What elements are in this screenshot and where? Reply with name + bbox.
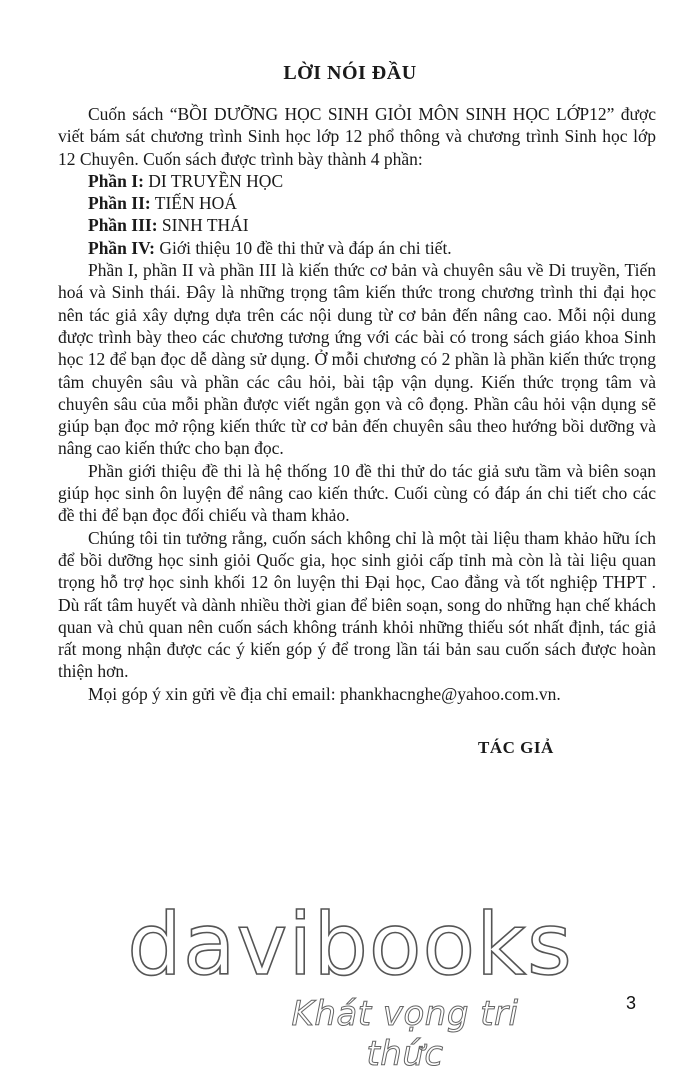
part-item (88, 237, 656, 259)
part-label: Phần IV: (88, 237, 155, 258)
part-text: DI TRUYỀN HỌC (143, 170, 284, 191)
author-signature: TÁC GIẢ (478, 738, 554, 757)
paragraph: Phần I, phần II và phần III là kiến thức cơ bản và chuyên sâu về Di truyền, Tiến hoá và Sinh thái. Đây là những trọng tâm kiến thức trong chương trình thi đại học nên tác giả xây dựng dựa trên các nội dung từ cơ bản đến nâng cao. Mỗi nội dung được trình bày theo các chương tương ứng với các bài có trong sách giáo khoa Sinh học 12 để bạn đọc dễ dàng sử dụng. Ở mỗi chương có 2 phần là phần kiến thức trọng tâm chuyên sâu và phần các câu hỏi, bài tập vận dụng. Kiến thức trọng tâm và chuyên sâu của mỗi phần được viết ngắn gọn và cô đọng. Phần câu hỏi vận dụng sẽ giúp bạn đọc mở rộng kiến thức từ cơ bản đến chuyên sâu theo hướng bồi dưỡng và nâng cao kiến thức cho bạn đọc. (58, 260, 656, 459)
part-text: TIẾN HOÁ (150, 193, 237, 214)
paragraph: Chúng tôi tin tưởng rằng, cuốn sách không chỉ là một tài liệu tham khảo hữu ích để bồi dưỡng học sinh giỏi Quốc gia, học sinh giỏi cấp tỉnh mà còn là tài liệu quan trọng hỗ trợ học sinh khối 12 ôn luyện thi Đại học, Cao đẳng và tốt nghiệp THPT . Dù rất tâm huyết và dành nhiều thời gian để biên soạn, song do những hạn chế khách quan và chủ quan nên cuốn sách không tránh khỏi những thiếu sót nhất định, tác giả rất mong nhận được các ý kiến góp ý để trong lần tái bản sau cuốn sách được hoàn thiện hơn. (58, 527, 656, 682)
parts-list (58, 170, 656, 259)
page-number: 3 (626, 993, 637, 1013)
paragraph: Phần giới thiệu đề thi là hệ thống 10 đề thi thử do tác giả sưu tầm và biên soạn giúp học sinh ôn luyện để nâng cao kiến thức. Cuối cùng có đáp án chi tiết cho các đề thi để bạn đọc đối chiếu và tham khảo. (58, 460, 656, 526)
part-label: Phần III: (88, 215, 158, 236)
part-text: Giới thiệu 10 đề thi thử và đáp án chi tiết. (154, 237, 452, 258)
watermark-slogan: Khát vọng tri thức (291, 994, 519, 1074)
part-item (88, 192, 656, 214)
preface-body (58, 103, 656, 705)
email-paragraph: Mọi góp ý xin gửi về địa chỉ email: phankhacnghe@yahoo.com.vn. (88, 683, 561, 704)
page-title: LỜI NÓI ĐẦU (283, 62, 417, 84)
part-item (88, 170, 656, 192)
intro-paragraph: Cuốn sách “BỒI DƯỠNG HỌC SINH GIỎI MÔN SINH HỌC LỚP12” được viết bám sát chương trình Sinh học lớp 12 phổ thông và chương trình Sinh học lớp 12 Chuyên. Cuốn sách được trình bày thành 4 phần: (58, 104, 656, 169)
part-text: SINH THÁI (157, 215, 249, 236)
part-label: Phần I: (88, 170, 144, 191)
part-item (88, 214, 656, 236)
part-label: Phần II: (88, 193, 151, 214)
watermark-brand: davibooks (127, 895, 573, 995)
